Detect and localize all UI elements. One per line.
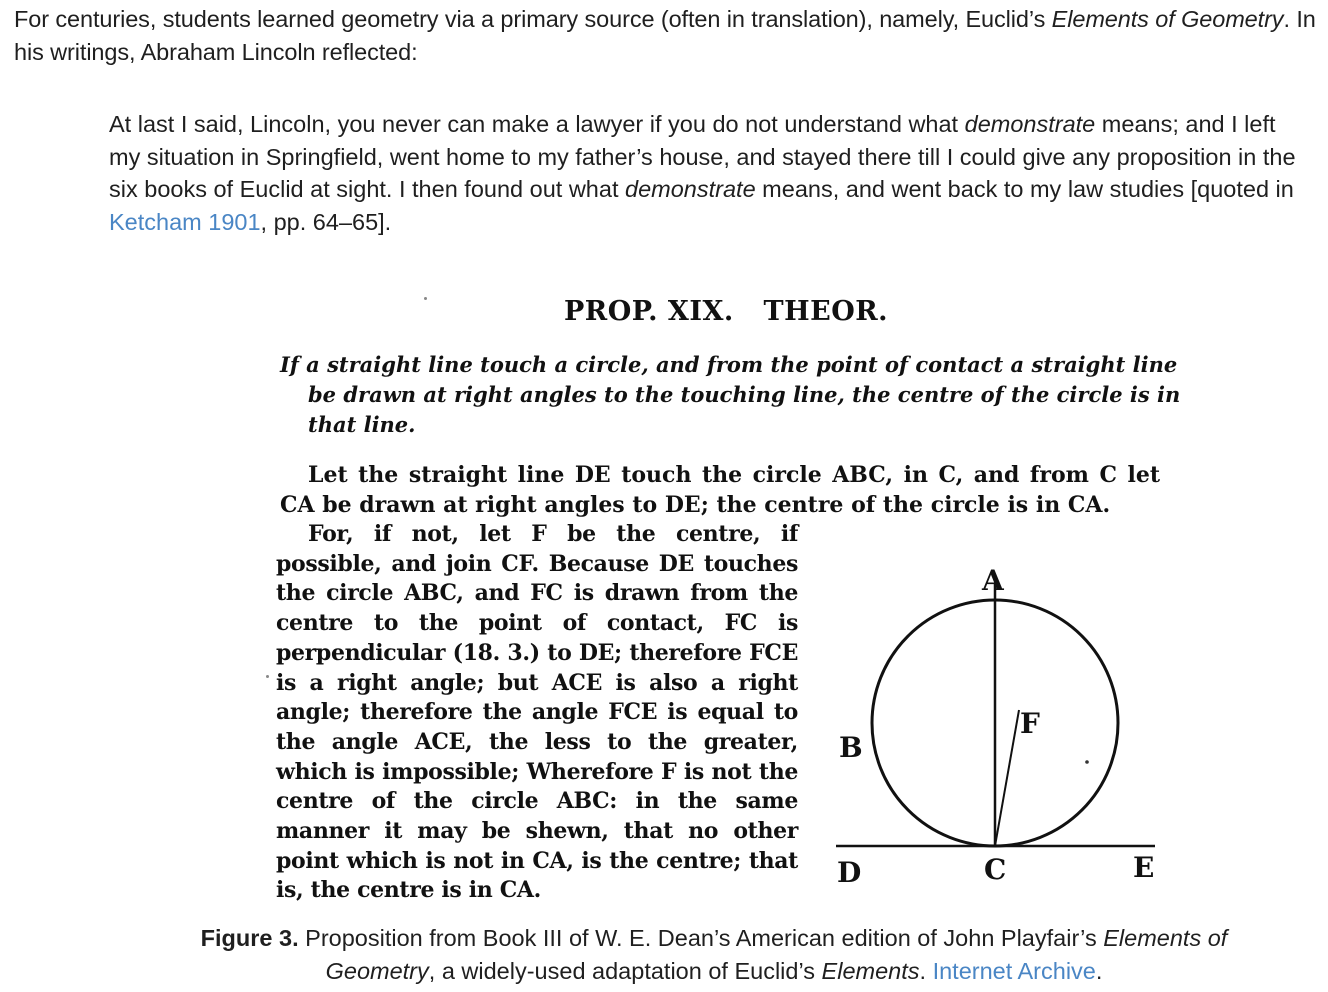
proposition-heading: PROP. XIX. THEOR. xyxy=(564,296,889,327)
intro-text-before: For centuries, students learned geometry via a primary source (often in translation), namely, Euclid’s xyxy=(14,6,1052,32)
figure-label: Figure 3. xyxy=(200,925,299,951)
book-page-scan xyxy=(270,288,1181,913)
label-b: B xyxy=(839,731,863,764)
intro-text-after: . In his writings, Abraham Lincoln reflected: xyxy=(14,6,1316,65)
caption-emphasis-2: Elements xyxy=(821,957,920,984)
label-a: A xyxy=(982,564,1004,597)
label-c: C xyxy=(984,853,1007,886)
ketcham-citation-link[interactable]: Ketcham 1901 xyxy=(109,208,261,235)
lincoln-quote xyxy=(109,108,1309,238)
caption-text-2: , a widely-used adaptation of Euclid’s xyxy=(428,957,822,984)
intro-book-title: Elements of Geometry xyxy=(1051,6,1284,32)
caption-text-3: . xyxy=(919,957,933,984)
quote-part-2: means; and I left my situation in Springfield, went home to my father’s house, and stayed there till I could give any proposition in the six books of Euclid at sight. I then found out what xyxy=(109,111,1296,202)
label-d: D xyxy=(837,856,862,888)
geometry-diagram xyxy=(820,548,1170,888)
scan-speck xyxy=(266,675,269,678)
quote-part-1: At last I said, Lincoln, you never can make a lawyer if you do not understand what xyxy=(109,111,965,137)
caption-text-4: . xyxy=(1095,957,1103,984)
line-cf xyxy=(995,710,1019,846)
proposition-statement: If a straight line touch a circle, and from the point of contact a straight line be drawn at right angles to the touching line, the centre of the circle is in that line. xyxy=(280,352,1181,437)
quote-emphasis-1: demonstrate xyxy=(964,111,1096,137)
scan-speck xyxy=(424,297,427,300)
intro-paragraph xyxy=(14,3,1319,69)
label-f: F xyxy=(1020,707,1040,740)
quote-part-3: means, and went back to my law studies [quoted in xyxy=(755,176,1294,202)
stray-dot xyxy=(1085,760,1089,764)
proposition-proof: For, if not, let F be the centre, if possible, and join CF. Because DE touches the circle ABC, and FC is drawn from the centre to the point of contact, FC is perpendicular (18. 3.) to DE; therefore FCE is a right angle; but ACE is also a right angle; therefore the angle FCE is equal to the angle ACE, the less to the greater, which is impossible; Wherefore F is not the centre of the circle ABC: in the same manner it may be shewn, that no other point which is not in CA, is the centre; that is, the centre is in CA. xyxy=(276,521,798,904)
proposition-setup: Let the straight line DE touch the circle ABC, in C, and from C let CA be drawn at right angles to DE; the centre of the circle is in CA. xyxy=(280,462,1160,518)
internet-archive-link[interactable]: Internet Archive xyxy=(932,957,1096,984)
label-e: E xyxy=(1133,851,1155,884)
quote-part-4: , pp. 64–65]. xyxy=(260,208,392,235)
figure-caption xyxy=(160,922,1268,987)
caption-emphasis-1: Elements of Geometry xyxy=(325,925,1228,984)
caption-text-1: Proposition from Book III of W. E. Dean’s American edition of John Playfair’s xyxy=(298,925,1104,951)
quote-emphasis-2: demonstrate xyxy=(625,176,756,202)
